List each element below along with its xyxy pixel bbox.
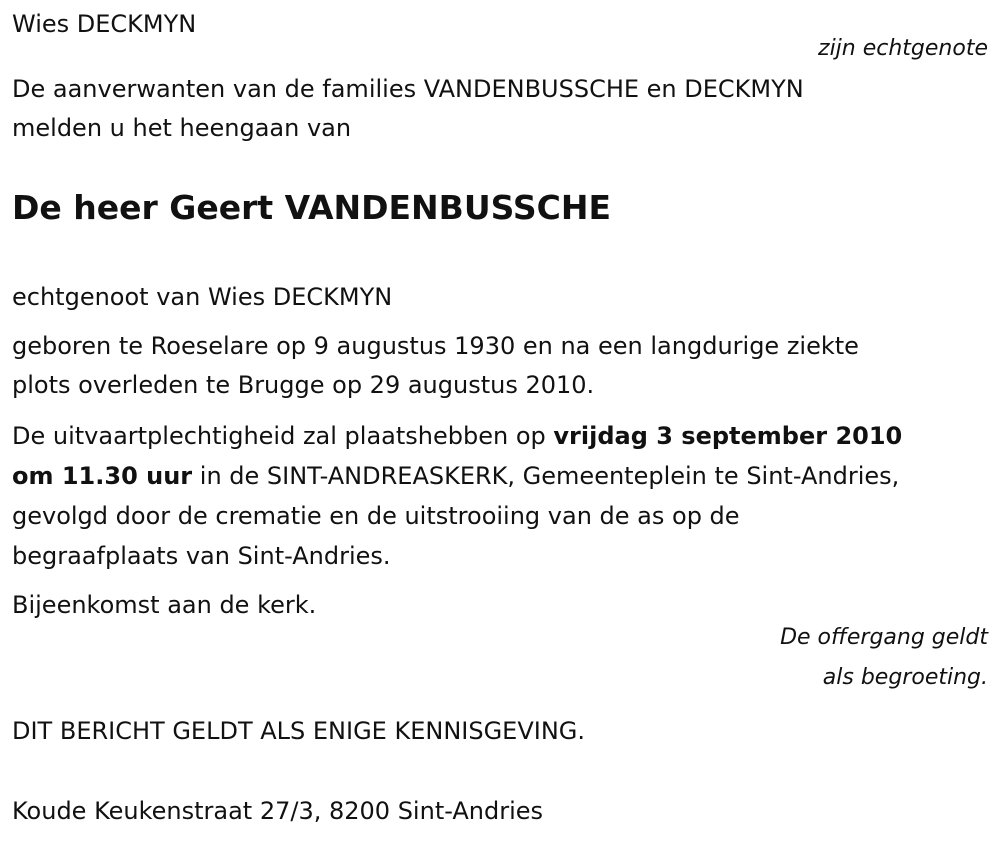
ceremony-time: om 11.30 uur: [12, 462, 193, 490]
ceremony-place: in de SINT-ANDREASKERK, Gemeenteplein te Sint-Andries,: [192, 462, 900, 490]
deceased-name: De heer Geert VANDENBUSSCHE: [12, 188, 612, 227]
ceremony-line-4: begraafplaats van Sint-Andries.: [12, 542, 391, 570]
address-line: Koude Keukenstraat 27/3, 8200 Sint-Andries: [12, 797, 544, 825]
intro-line-2: melden u het heengaan van: [12, 114, 352, 142]
birth-line-1: geboren te Roeselare op 9 augustus 1930 en na een langdurige ziekte: [12, 332, 859, 360]
ceremony-line-3: gevolgd door de crematie en de uitstrooiing van de as op de: [12, 502, 740, 530]
signatory-relation: zijn echtgenote: [818, 36, 988, 61]
birth-line-2: plots overleden te Brugge op 29 augustus 2010.: [12, 371, 595, 399]
offering-line-1: De offergang geldt: [780, 625, 988, 650]
spouse-line: echtgenoot van Wies DECKMYN: [12, 283, 393, 311]
notice-line: DIT BERICHT GELDT ALS ENIGE KENNISGEVING.: [12, 717, 586, 745]
ceremony-prefix: De uitvaartplechtigheid zal plaatshebben op: [12, 422, 554, 450]
intro-line-1: De aanverwanten van de families VANDENBUSSCHE en DECKMYN: [12, 75, 804, 103]
signatory-name: Wies DECKMYN: [12, 10, 197, 38]
offering-line-2: als begroeting.: [822, 665, 988, 690]
ceremony-date: vrijdag 3 september 2010: [553, 422, 903, 450]
ceremony-line-1: [12, 421, 902, 451]
ceremony-line-2: [12, 461, 899, 491]
gathering-line: Bijeenkomst aan de kerk.: [12, 591, 317, 619]
